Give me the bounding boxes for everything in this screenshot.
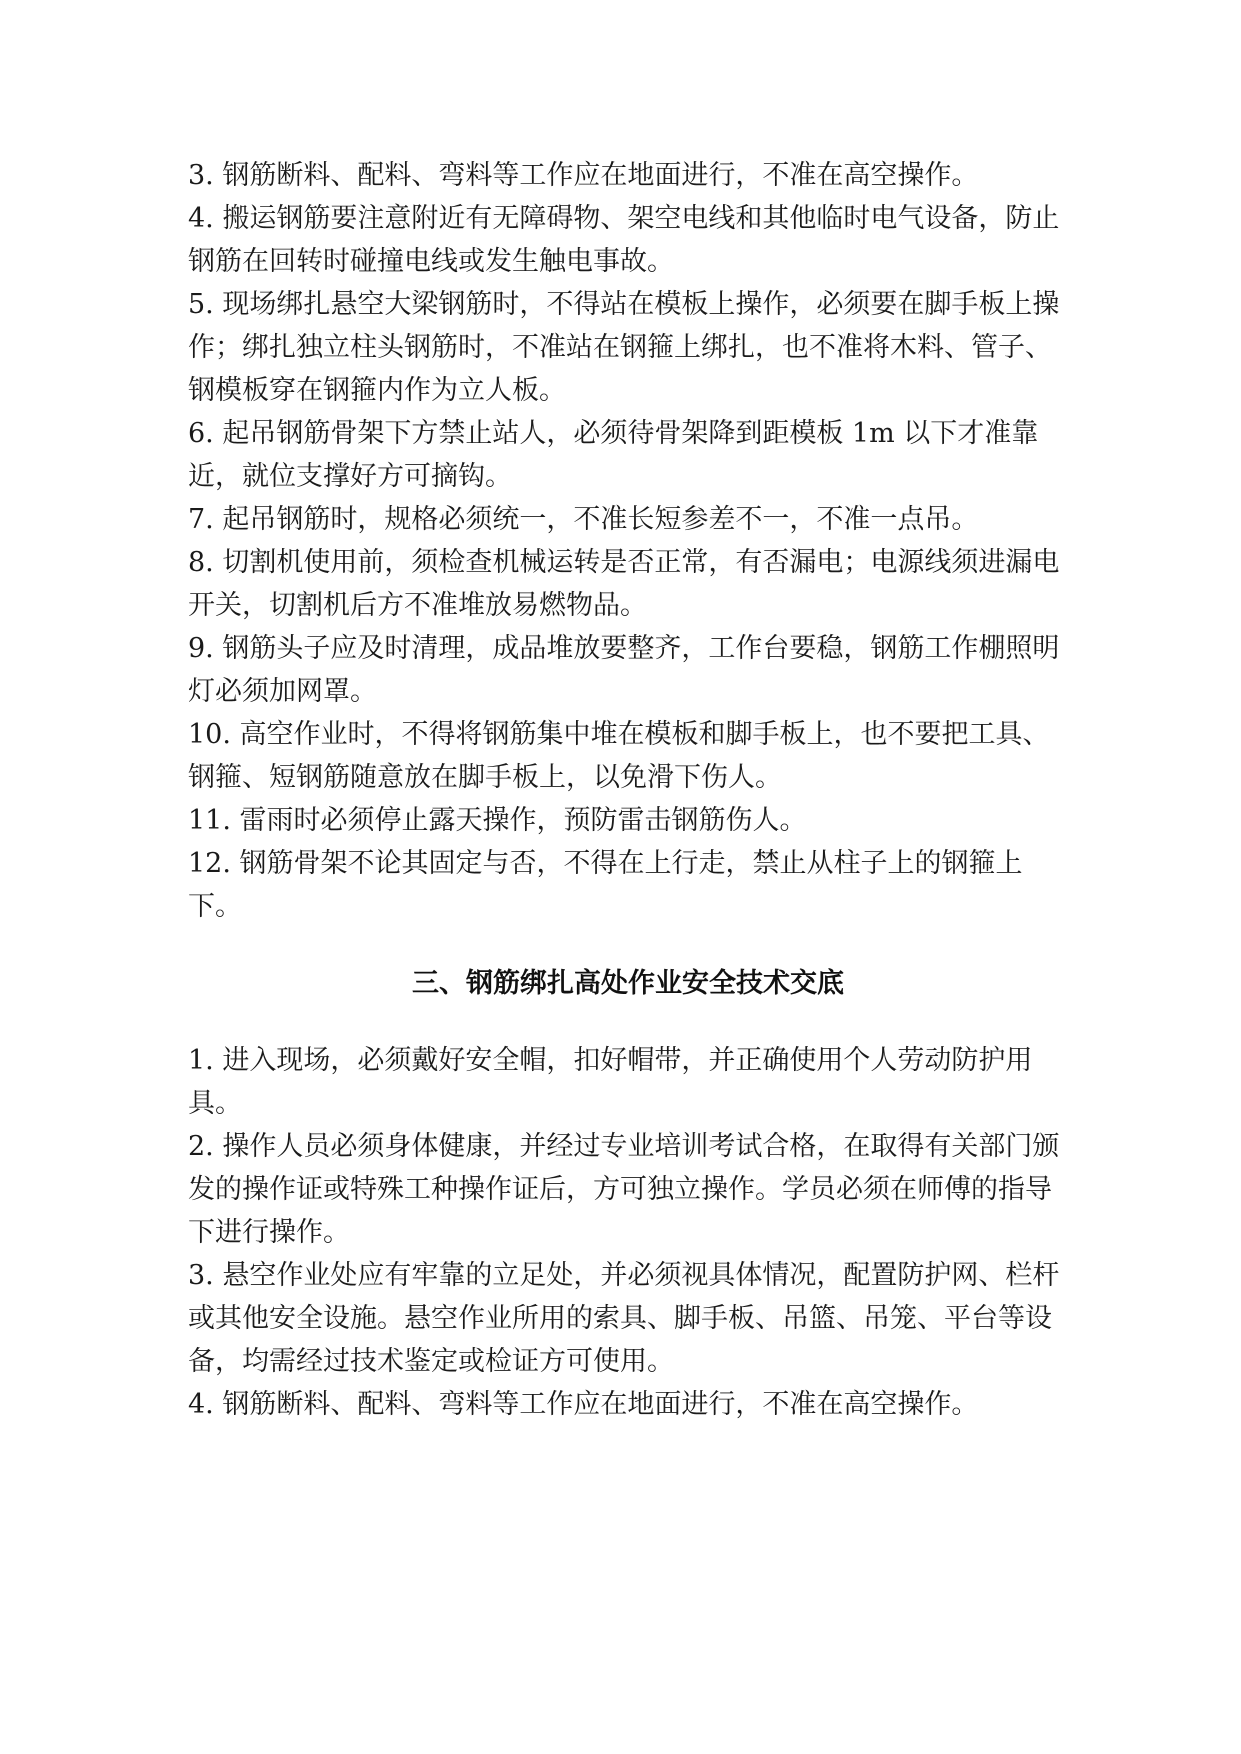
list-item: 2. 操作人员必须身体健康，并经过专业培训考试合格，在取得有关部门颁发的操作证或特殊工种操作证后，方可独立操作。学员必须在师傅的指导下进行操作。 [188,1131,1060,1248]
list-item: 4. 搬运钢筋要注意附近有无障碍物、架空电线和其他临时电气设备，防止钢筋在回转时碰撞电线或发生触电事故。 [188,203,1060,277]
list-item: 4. 钢筋断料、配料、弯料等工作应在地面进行，不准在高空操作。 [188,1389,979,1420]
list-item: 3. 钢筋断料、配料、弯料等工作应在地面进行，不准在高空操作。 [188,160,979,191]
list-item: 9. 钢筋头子应及时清理，成品堆放要整齐，工作台要稳，钢筋工作棚照明灯必须加网罩。 [188,633,1060,707]
list-item: 6. 起吊钢筋骨架下方禁止站人，必须待骨架降到距模板 1m 以下才准靠近，就位支撑好方可摘钩。 [188,418,1039,492]
list-item: 7. 起吊钢筋时，规格必须统一，不准长短参差不一，不准一点吊。 [188,504,979,535]
list-item: 11. 雷雨时必须停止露天操作，预防雷击钢筋伤人。 [188,805,807,836]
list-item: 5. 现场绑扎悬空大梁钢筋时，不得站在模板上操作，必须要在脚手板上操作；绑扎独立柱头钢筋时，不准站在钢箍上绑扎，也不准将木料、管子、钢模板穿在钢箍内作为立人板。 [188,289,1060,406]
section-heading: 三、钢筋绑扎高处作业安全技术交底 [412,968,844,999]
list-item: 10. 高空作业时，不得将钢筋集中堆在模板和脚手板上，也不要把工具、钢箍、短钢筋随意放在脚手板上，以免滑下伤人。 [188,719,1050,793]
list-item: 1. 进入现场，必须戴好安全帽，扣好帽带，并正确使用个人劳动防护用具。 [188,1045,1033,1119]
list-item: 8. 切割机使用前，须检查机械运转是否正常，有否漏电；电源线须进漏电开关，切割机后方不准堆放易燃物品。 [188,547,1060,621]
list-item: 3. 悬空作业处应有牢靠的立足处，并必须视具体情况，配置防护网、栏杆或其他安全设施。悬空作业所用的索具、脚手板、吊篮、吊笼、平台等设备，均需经过技术鉴定或检证方可使用。 [188,1260,1060,1377]
document-body [188,154,1068,1426]
list-item: 12. 钢筋骨架不论其固定与否，不得在上行走，禁止从柱子上的钢箍上下。 [188,848,1023,922]
